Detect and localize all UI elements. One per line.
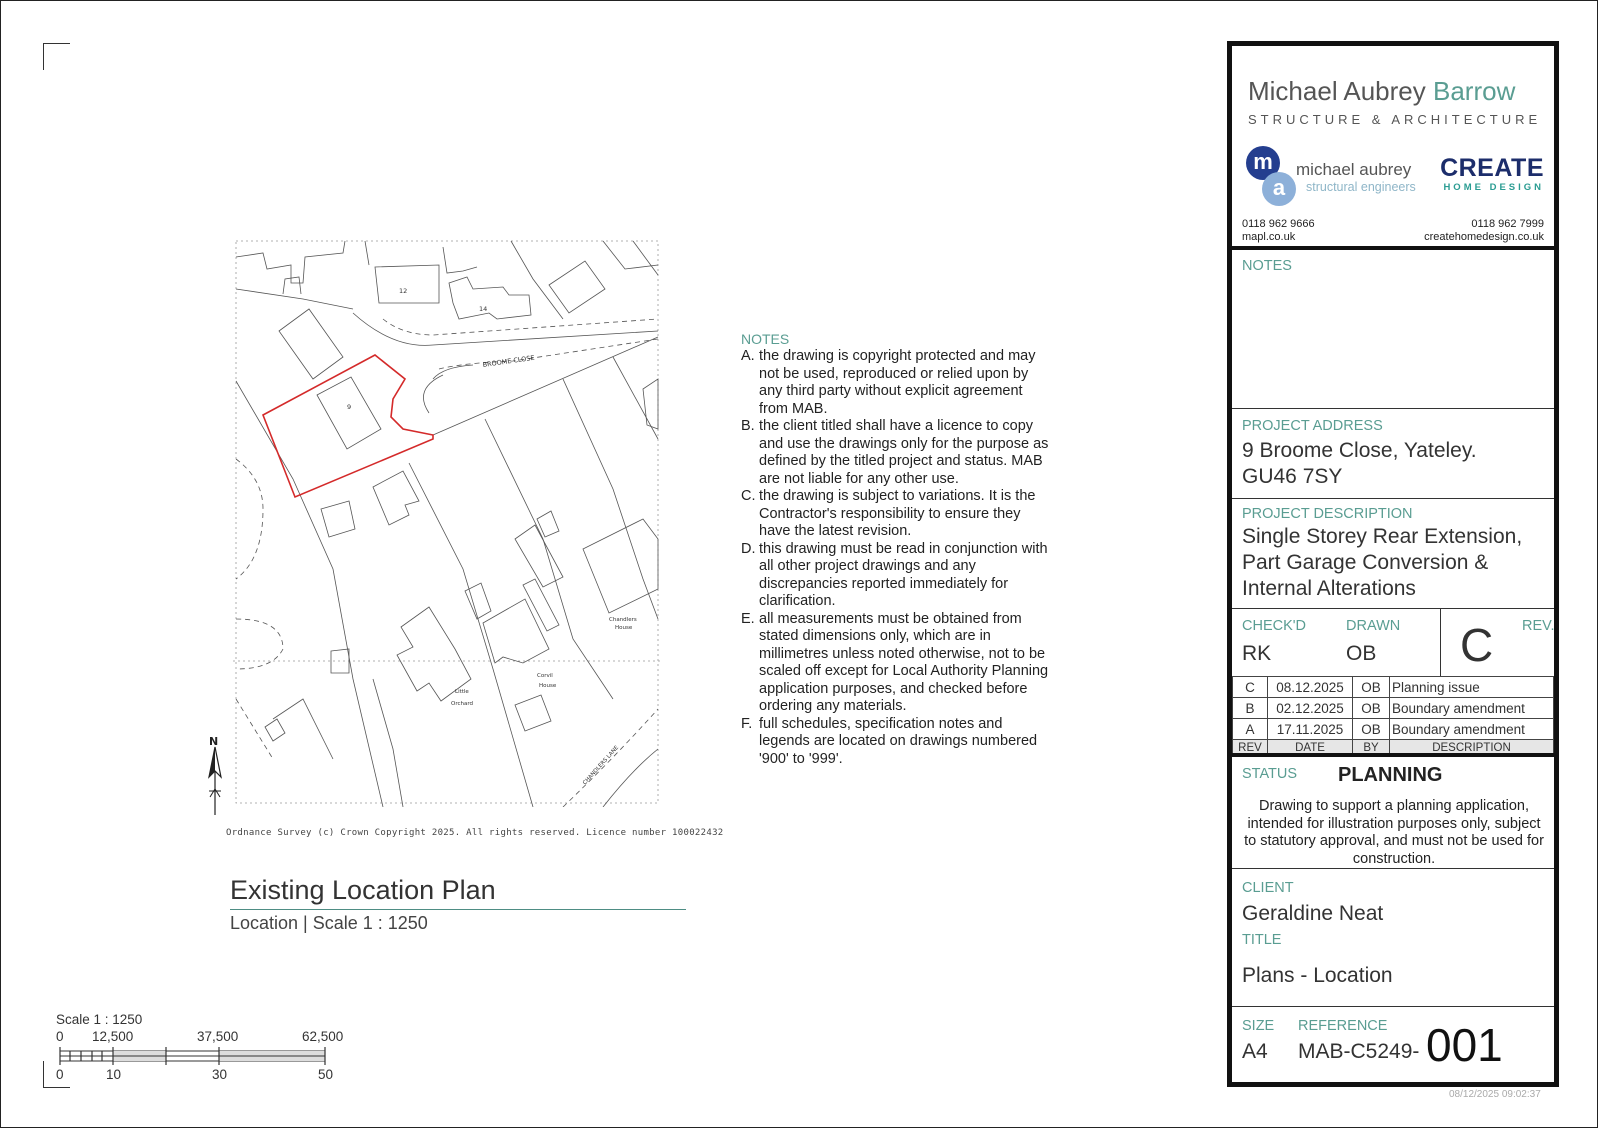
rev-header: REV [1233, 740, 1268, 756]
ma-company-tagline: structural engineers [1306, 180, 1416, 194]
note-text: the drawing is subject to variations. It is the Contractor's responsibility to ensure they have the latest revision. [759, 488, 1036, 539]
revision-label: REV. [1522, 618, 1555, 634]
note-letter: E. [741, 610, 755, 627]
scale-bar-title: Scale 1 : 1250 [56, 1012, 143, 1027]
divider [1232, 246, 1554, 250]
map-boundary [409, 463, 533, 807]
size-value: A4 [1242, 1040, 1268, 1063]
map-label-chandlers-lane: CHANDLERS LANE [582, 744, 621, 787]
drawn-value: OB [1346, 642, 1377, 665]
map-label-chandlers-house: House [615, 625, 633, 631]
map-outbuilding [265, 719, 285, 741]
contact-right-phone: 0118 962 7999 [1471, 218, 1544, 230]
project-address-line2: GU46 7SY [1242, 465, 1343, 488]
map-road-edge [439, 339, 658, 369]
divider [1232, 1006, 1554, 1007]
project-description-label: PROJECT DESCRIPTION [1242, 506, 1413, 522]
size-label: SIZE [1242, 1018, 1275, 1034]
os-copyright: Ordnance Survey (c) Crown Copyright 2025. All rights reserved. Licence number 100022432 [226, 828, 724, 838]
rev-cell: A [1233, 719, 1268, 740]
divider [1232, 498, 1554, 499]
scale-bottom-label: 0 [56, 1067, 64, 1082]
map-boundary [273, 699, 333, 759]
north-arrow-icon [205, 735, 225, 815]
project-description-line2: Part Garage Conversion & [1242, 551, 1489, 574]
general-notes [741, 331, 1051, 768]
by-cell: OB [1353, 698, 1390, 719]
ma-company-name: michael aubrey [1296, 160, 1412, 179]
date-cell: 08.12.2025 [1268, 677, 1353, 698]
map-boundary [633, 241, 658, 275]
map-boundary [433, 337, 658, 435]
create-logo-subtitle: HOME DESIGN [1443, 182, 1544, 193]
contact-right [1424, 218, 1544, 244]
map-boundary [365, 241, 369, 265]
scale-top-label: 12,500 [92, 1029, 134, 1044]
map-building [549, 261, 605, 313]
map-road-edge [423, 375, 443, 413]
map-label-9: 9 [347, 403, 352, 411]
scale-bar-graphic [56, 1045, 331, 1069]
map-road-edge [383, 319, 658, 335]
by-cell: OB [1353, 719, 1390, 740]
description-header: DESCRIPTION [1390, 740, 1554, 756]
note-text: the client titled shall have a licence to copy and use the drawings only for the purpose as defined by the titled project and status. MAB are not liable for any other use. [759, 418, 1049, 487]
tb-notes-label: NOTES [1242, 258, 1292, 274]
date-cell: 02.12.2025 [1268, 698, 1353, 719]
divider [1232, 868, 1554, 869]
map-building [397, 607, 471, 701]
map-building-9 [317, 377, 381, 449]
note-text: all measurements must be obtained from stated dimensions only, which are in millimetres unless noted otherwise, not to be scaled off except for Local Authority Planning application purposes, and checked before ordering any materials. [759, 610, 1049, 714]
map-label-corvil-house: House [539, 683, 557, 689]
north-label: N [209, 735, 219, 748]
map-label-14: 14 [479, 305, 488, 313]
print-timestamp: 08/12/2025 09:02:37 [1449, 1089, 1541, 1100]
map-label-broome-close: BROOME CLOSE [482, 353, 536, 369]
description-cell: Planning issue [1390, 677, 1554, 698]
map-building-12 [375, 265, 439, 303]
client-label: CLIENT [1242, 880, 1294, 896]
reference-number: 001 [1426, 1019, 1503, 1071]
scale-top-label: 37,500 [197, 1029, 239, 1044]
logo-m-circle: m [1246, 146, 1280, 180]
status-value: PLANNING [1338, 764, 1443, 786]
project-description-line1: Single Storey Rear Extension, [1242, 525, 1523, 548]
client-value: Geraldine Neat [1242, 902, 1384, 925]
brand-subtitle: STRUCTURE & ARCHITECTURE [1248, 112, 1542, 127]
note-text: full schedules, specification notes and legends are located on drawings numbered '900' to '999'. [759, 715, 1038, 767]
map-label-orchard: Orchard [451, 701, 474, 707]
map-building-14 [449, 277, 531, 319]
drawn-label: DRAWN [1346, 618, 1401, 634]
note-item [741, 611, 1051, 716]
note-letter: B. [741, 418, 755, 434]
map-building [373, 471, 419, 525]
note-letter: C. [741, 488, 756, 504]
project-address-line1: 9 Broome Close, Yateley. [1242, 439, 1477, 462]
title-value: Plans - Location [1242, 964, 1393, 987]
map-building [236, 241, 345, 283]
map-boundary [511, 241, 563, 319]
contact-left-web: mapl.co.uk [1242, 231, 1296, 243]
rev-cell: C [1233, 677, 1268, 698]
project-description [1242, 524, 1522, 602]
date-cell: 17.11.2025 [1268, 719, 1353, 740]
revision-table [1232, 676, 1554, 756]
note-letter: D. [741, 540, 756, 557]
brand-name-main: Michael Aubrey [1248, 76, 1426, 106]
map-path [236, 619, 283, 669]
michael-aubrey-logo-icon [1246, 146, 1302, 208]
map-label-chandlers: Chandlers [609, 617, 637, 623]
logo-a-circle: a [1262, 172, 1296, 206]
note-letter: F. [741, 715, 753, 732]
contact-right-web: createhomedesign.co.uk [1424, 231, 1544, 243]
crop-mark-top-left [43, 43, 70, 70]
note-item [741, 541, 1051, 611]
table-row [1233, 698, 1554, 719]
checked-label: CHECK'D [1242, 618, 1306, 634]
site-boundary [263, 355, 433, 497]
project-address [1242, 438, 1477, 490]
contact-left [1242, 218, 1315, 244]
note-item [741, 418, 1051, 488]
map-label-little: Little [455, 689, 469, 695]
map-boundary [236, 381, 383, 807]
description-cell: Boundary amendment [1390, 698, 1554, 719]
contact-left-phone: 0118 962 9666 [1242, 218, 1315, 230]
map-building [643, 379, 658, 429]
map-label-12: 12 [399, 287, 408, 295]
divider [1232, 408, 1554, 409]
map-grid-frame [236, 241, 658, 803]
map-boundary [563, 379, 658, 619]
map-path [236, 459, 263, 579]
map-label-corvil: Corvil [537, 673, 553, 679]
map-boundary [603, 241, 658, 269]
by-header: BY [1353, 740, 1390, 756]
map-building [283, 277, 301, 294]
description-cell: Boundary amendment [1390, 719, 1554, 740]
note-item [741, 488, 1051, 541]
divider [1440, 608, 1441, 676]
location-map [233, 239, 661, 807]
drawing-title: Existing Location Plan [230, 875, 496, 905]
scale-bar [56, 1009, 376, 1081]
by-cell: OB [1353, 677, 1390, 698]
map-building [583, 519, 658, 613]
title-label: TITLE [1242, 932, 1282, 948]
note-text: the drawing is copyright protected and may not be used, reproduced or relied upon by any third party without explicit agreement from MAB. [759, 348, 1036, 417]
status-label: STATUS [1242, 766, 1298, 782]
scale-bottom-label: 50 [318, 1067, 334, 1082]
checked-value: RK [1242, 642, 1272, 665]
scale-bottom-label: 10 [106, 1067, 122, 1082]
map-building [279, 309, 343, 379]
project-description-line3: Internal Alterations [1242, 577, 1416, 600]
brand-name [1248, 76, 1515, 107]
rev-cell: B [1233, 698, 1268, 719]
note-item [741, 348, 1051, 418]
map-building [483, 599, 549, 663]
scale-bottom-label: 30 [212, 1067, 228, 1082]
map-outbuilding [515, 525, 563, 587]
note-letter: A. [741, 348, 755, 364]
map-boundary [236, 289, 353, 309]
scale-top-label: 0 [56, 1029, 64, 1044]
divider [1232, 753, 1554, 757]
map-outbuilding [321, 501, 355, 537]
status-description: Drawing to support a planning application, intended for illustration purposes only, subject to statutory approval, and must not be used for construction. [1244, 798, 1544, 867]
project-address-label: PROJECT ADDRESS [1242, 418, 1383, 434]
map-boundary [443, 247, 477, 273]
map-outbuilding [523, 579, 559, 631]
map-path [236, 699, 273, 759]
map-boundary [373, 679, 403, 807]
note-item [741, 716, 1051, 769]
table-row [1233, 719, 1554, 740]
map-drawing [233, 239, 661, 807]
title-block [1227, 41, 1559, 1087]
table-row [1233, 677, 1554, 698]
divider [1232, 608, 1554, 609]
date-header: DATE [1268, 740, 1353, 756]
drawing-title-underline [230, 909, 686, 910]
create-logo-text: CREATE [1440, 154, 1544, 182]
brand-name-accent: Barrow [1433, 76, 1516, 106]
scale-top-label: 62,500 [302, 1029, 344, 1044]
reference-label: REFERENCE [1298, 1018, 1388, 1034]
drawing-subtitle: Location | Scale 1 : 1250 [230, 913, 428, 933]
notes-heading: NOTES [741, 331, 790, 347]
reference-prefix: MAB-C5249- [1298, 1040, 1420, 1063]
map-outbuilding [515, 695, 551, 731]
revision-letter: C [1460, 619, 1494, 671]
note-text: this drawing must be read in conjunction with all other project drawings and any discrepancies reported immediately for clarification. [759, 540, 1048, 609]
